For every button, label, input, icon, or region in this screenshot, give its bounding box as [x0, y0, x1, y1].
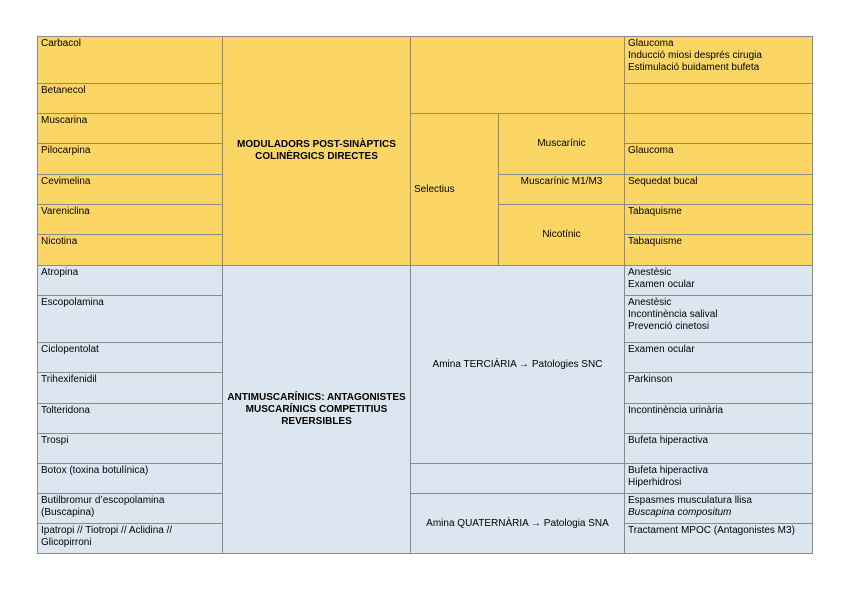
selectivity-label: Selectius [411, 114, 499, 266]
use-item: Tabaquisme [628, 206, 682, 217]
use-item: Estimulació buidament bufeta [628, 62, 760, 73]
drug-uses [625, 205, 813, 235]
use-item: Espasmes musculatura llisa [628, 495, 752, 506]
empty-cell [411, 464, 625, 494]
drug-uses [625, 404, 813, 434]
use-item: Anestèsic [628, 297, 672, 308]
use-item: Tractament MPOC (Antagonistes M3) [628, 525, 795, 536]
drug-name: Trospi [38, 434, 223, 464]
drug-name: Escopolamina [38, 296, 223, 343]
table-row [38, 266, 813, 296]
drug-uses [625, 84, 813, 114]
use-item: Incontinència salival [628, 309, 718, 320]
drug-uses [625, 235, 813, 266]
drug-uses [625, 524, 813, 554]
drug-name: Ipatropi // Tiotropi // Aclidina // Glicopirroni [38, 524, 223, 554]
table-row [38, 464, 813, 494]
table-row [38, 37, 813, 84]
drug-uses [625, 114, 813, 144]
drug-name: Betanecol [38, 84, 223, 114]
drug-name: Muscarina [38, 114, 223, 144]
drug-uses [625, 175, 813, 205]
drug-name: Botox (toxina botulínica) [38, 464, 223, 494]
receptor-m1-m3: Muscarínic M1/M3 [499, 175, 625, 205]
drug-uses [625, 37, 813, 84]
use-item: Anestèsic [628, 267, 672, 278]
drug-name: Atropina [38, 266, 223, 296]
section-title-antagonists: ANTIMUSCARÍNICS: ANTAGONISTES MUSCARÍNICS COMPETITIUS REVERSIBLES [223, 266, 411, 554]
use-item: Bufeta hiperactiva [628, 465, 709, 476]
use-item: Parkinson [628, 374, 673, 385]
use-item: Incontinència urinària [628, 405, 724, 416]
quaternary-amine-label: Amina QUATERNÀRIA → Patologia SNA [411, 494, 625, 554]
drug-name: Trihexifenidil [38, 373, 223, 404]
drug-uses [625, 434, 813, 464]
drug-name: Ciclopentolat [38, 343, 223, 373]
use-item: Sequedat bucal [628, 176, 698, 187]
use-item: Examen ocular [628, 344, 695, 355]
use-item: Inducció miosi després cirugia [628, 50, 762, 61]
use-item: Tabaquisme [628, 236, 682, 247]
use-item: Bufeta hiperactiva [628, 435, 709, 446]
drug-name: Nicotina [38, 235, 223, 266]
drug-name: Pilocarpina [38, 144, 223, 175]
drug-uses [625, 373, 813, 404]
use-item: Examen ocular [628, 279, 695, 290]
table-row [38, 114, 813, 144]
drug-name: Tolteridona [38, 404, 223, 434]
use-item: Buscapina compositum [628, 507, 732, 518]
pharmacology-table [37, 36, 813, 554]
receptor-nicotinic: Nicotínic [499, 205, 625, 266]
tertiary-amine-label: Amina TERCIÀRIA → Patologies SNC [411, 266, 625, 464]
use-item: Prevenció cinetosi [628, 321, 710, 332]
section-title-agonists: MODULADORS POST-SINÀPTICS COLINÈRGICS DIRECTES [223, 37, 411, 266]
table-row [38, 494, 813, 524]
use-item: Hiperhidrosi [628, 477, 682, 488]
drug-uses [625, 266, 813, 296]
drug-uses [625, 296, 813, 343]
receptor-muscarinic: Muscarínic [499, 114, 625, 175]
empty-cell [411, 37, 625, 114]
use-item: Glaucoma [628, 145, 674, 156]
drug-uses [625, 464, 813, 494]
drug-uses [625, 494, 813, 524]
drug-uses [625, 343, 813, 373]
drug-name: Cevimelina [38, 175, 223, 205]
drug-name: Vareniclina [38, 205, 223, 235]
drug-name: Butilbromur d’escopolamina (Buscapina) [38, 494, 223, 524]
drug-uses [625, 144, 813, 175]
use-item: Glaucoma [628, 38, 674, 49]
drug-name: Carbacol [38, 37, 223, 84]
